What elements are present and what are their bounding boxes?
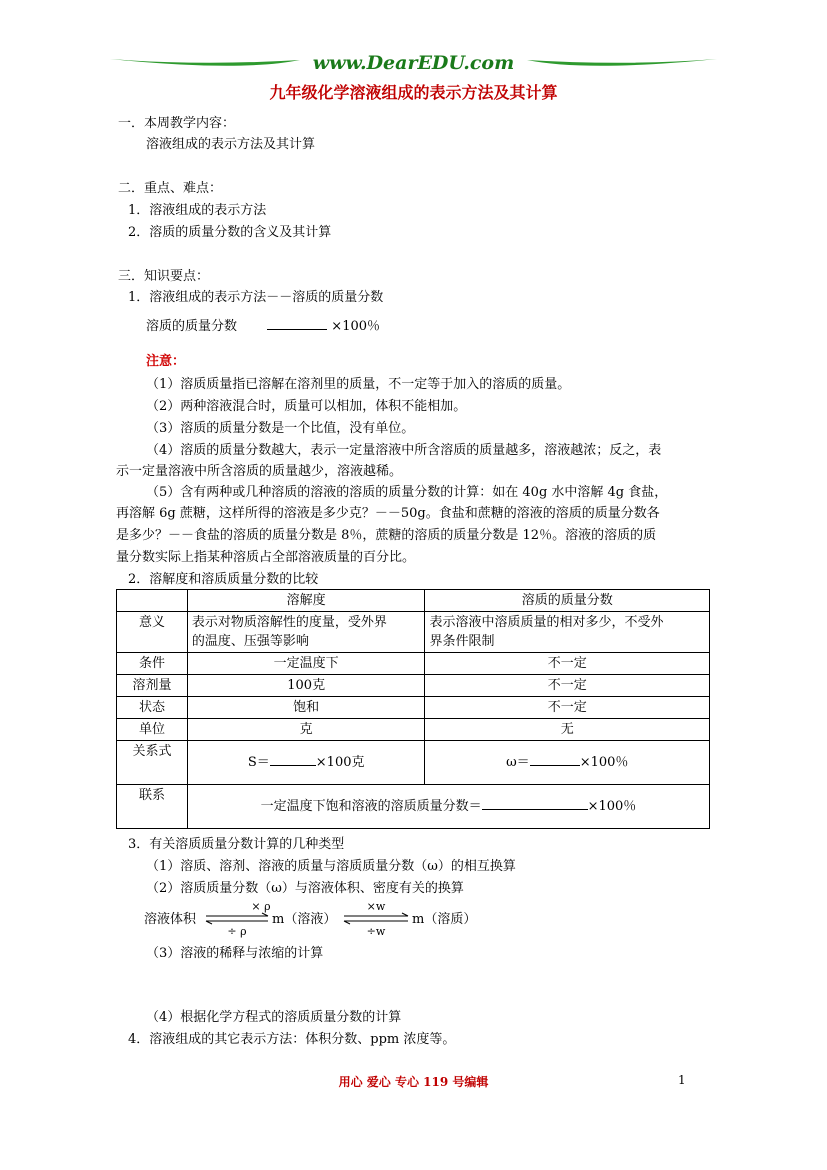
table-row — [117, 785, 710, 829]
table-row — [117, 697, 710, 719]
table-cell: 关系式 — [117, 741, 188, 785]
page-number: 1 — [678, 1073, 686, 1087]
footer-text: 用心 爱心 专心 119 号编辑 — [338, 1075, 489, 1089]
table-cell: 状态 — [117, 697, 188, 719]
knowledge-point-3: 3．有关溶质质量分数计算的几种类型 — [128, 837, 345, 852]
formula-line — [146, 317, 380, 336]
section-1-heading: 一．本周教学内容： — [118, 116, 236, 131]
table-row — [117, 590, 710, 612]
note-item: （3）溶质的质量分数是一个比值，没有单位。 — [146, 421, 415, 436]
note-item: （1）溶质质量指已溶解在溶剂里的质量，不一定等于加入的溶质的质量。 — [146, 377, 571, 392]
table-cell: S＝ ×100克 — [187, 741, 425, 785]
note-item: 示一定量溶液中所含溶质的质量越少，溶液越稀。 — [116, 464, 403, 479]
note-item: （5）含有两种或几种溶质的溶液的溶质的质量分数的计算：如在 40g 水中溶解 4g 食盐， — [146, 485, 668, 500]
double-arrow-icon — [204, 912, 272, 926]
table-cell: 一定温度下 — [187, 653, 425, 675]
table-cell: 不一定 — [425, 697, 710, 719]
conv-a-top: × ρ — [251, 900, 271, 913]
note-item: 量分数实际上指某种溶质占全部溶液质量的百分比。 — [116, 550, 416, 565]
table-header-cell — [117, 590, 188, 612]
note-item: （2）两种溶液混合时，质量可以相加，体积不能相加。 — [146, 399, 467, 414]
table-cell: 条件 — [117, 653, 188, 675]
note-label: 注意： — [146, 354, 186, 369]
table-cell: 克 — [187, 719, 425, 741]
calc-type: （3）溶液的稀释与浓缩的计算 — [146, 946, 324, 961]
table-header-cell: 溶质的质量分数 — [425, 590, 710, 612]
double-arrow-icon — [342, 912, 412, 926]
knowledge-point-2: 2．溶解度和溶质质量分数的比较 — [128, 572, 319, 587]
table-cell: 溶剂量 — [117, 675, 188, 697]
table-row — [117, 741, 710, 785]
table-cell: 无 — [425, 719, 710, 741]
table-cell: 一定温度下饱和溶液的溶质质量分数＝ ×100％ — [187, 785, 709, 829]
table-row — [117, 719, 710, 741]
table-cell: ω＝ ×100％ — [425, 741, 710, 785]
calc-type: （1）溶质、溶剂、溶液的质量与溶质质量分数（ω）的相互换算 — [146, 859, 516, 874]
table-cell: 表示溶液中溶质质量的相对多少，不受外 界条件限制 — [425, 612, 710, 653]
note-item: 是多少？－－食盐的溶质的质量分数是 8％，蔗糖的溶质的质量分数是 12％。溶液的溶质的质 — [116, 528, 657, 543]
section-2-item: 1．溶液组成的表示方法 — [128, 203, 267, 218]
note-item: （4）溶质的质量分数越大，表示一定量溶液中所含溶质的质量越多，溶液越浓；反之，表 — [146, 443, 662, 458]
note-item: 再溶解 6g 蔗糖，这样所得的溶液是多少克？－－50g。食盐和蔗糖的溶液的溶质的质量分数各 — [116, 506, 660, 521]
section-1-content: 溶液组成的表示方法及其计算 — [146, 137, 316, 152]
table-header-cell: 溶解度 — [187, 590, 425, 612]
table-cell: 表示对物质溶解性的度量，受外界 的温度、压强等影响 — [187, 612, 425, 653]
conv-end: m（溶质） — [412, 912, 477, 927]
table-cell: 意义 — [117, 612, 188, 653]
table-cell: 不一定 — [425, 653, 710, 675]
table-cell: 100克 — [187, 675, 425, 697]
section-2-item: 2．溶质的质量分数的含义及其计算 — [128, 225, 332, 240]
site-name: www.DearEDU.com — [312, 52, 515, 74]
knowledge-point-4: 4．溶液组成的其它表示方法：体积分数、ppm 浓度等。 — [128, 1032, 456, 1047]
table-cell: 单位 — [117, 719, 188, 741]
formula-label: 溶质的质量分数 — [146, 319, 238, 334]
formula-blank — [267, 317, 327, 330]
calc-type: （2）溶质质量分数（ω）与溶液体积、密度有关的换算 — [146, 881, 464, 896]
page-title: 九年级化学溶液组成的表示方法及其计算 — [269, 83, 558, 102]
conv-mid: m（溶液） — [272, 912, 337, 927]
table-row — [117, 612, 710, 653]
site-logo — [0, 50, 827, 80]
formula-tail: ×100％ — [331, 319, 381, 334]
table-row — [117, 675, 710, 697]
conversion-diagram — [144, 900, 484, 942]
table-cell: 不一定 — [425, 675, 710, 697]
section-3-heading: 三．知识要点： — [118, 269, 210, 284]
comparison-table — [116, 589, 710, 829]
table-cell: 联系 — [117, 785, 188, 829]
conv-b-top: ×w — [366, 900, 386, 913]
table-cell: 饱和 — [187, 697, 425, 719]
conv-a-bot: ÷ ρ — [227, 925, 247, 938]
calc-type: （4）根据化学方程式的溶质质量分数的计算 — [146, 1010, 402, 1025]
conv-b-bot: ÷w — [366, 925, 386, 938]
section-2-heading: 二．重点、难点： — [118, 181, 223, 196]
conv-start: 溶液体积 — [144, 912, 197, 927]
table-row — [117, 653, 710, 675]
knowledge-point-1: 1．溶液组成的表示方法－－溶质的质量分数 — [128, 290, 384, 305]
